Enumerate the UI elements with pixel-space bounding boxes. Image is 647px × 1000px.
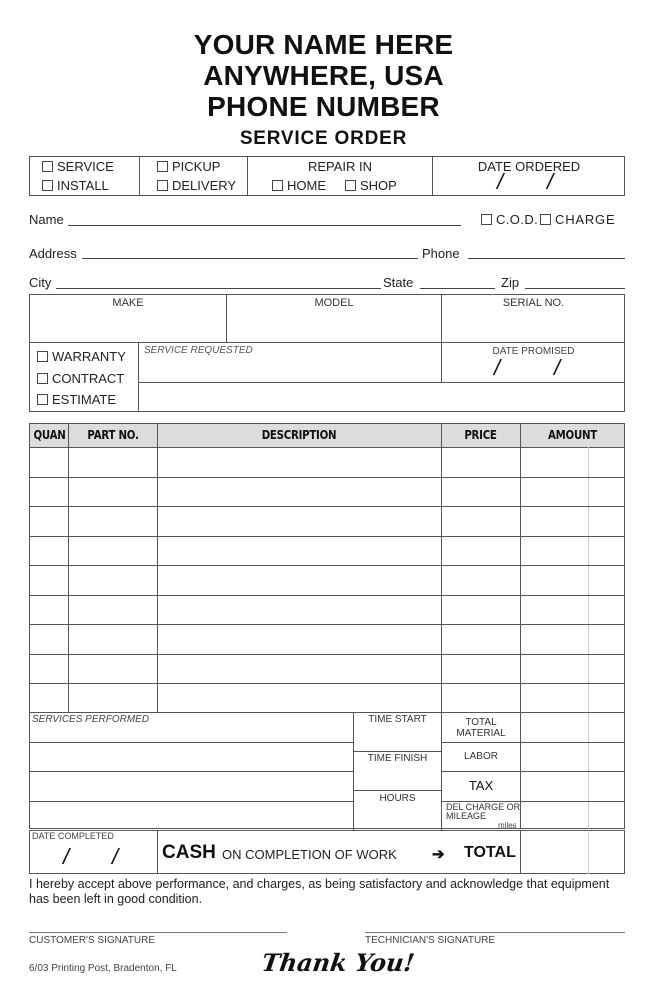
checkbox-icon[interactable]	[345, 180, 356, 191]
technician-signature-label: TECHNICIAN'S SIGNATURE	[365, 935, 496, 946]
table-row[interactable]	[30, 655, 624, 683]
table-row[interactable]	[30, 566, 624, 595]
hours-field[interactable]	[354, 805, 441, 830]
checkbox-icon[interactable]	[540, 214, 551, 225]
time-finish-field[interactable]	[354, 765, 441, 790]
date-completed-label: DATE COMPLETED	[32, 831, 114, 841]
thank-you-script: Thank You!	[259, 948, 417, 977]
services-performed-label: SERVICES PERFORMED	[32, 714, 150, 725]
serial-label: SERIAL NO.	[502, 297, 565, 309]
address-input[interactable]	[82, 258, 418, 259]
labor-label: LABOR	[464, 751, 498, 762]
table-row[interactable]	[30, 478, 624, 506]
checkbox-shop[interactable]: SHOP	[345, 178, 397, 193]
checkbox-home[interactable]: HOME	[272, 178, 326, 193]
time-finish-label: TIME FINISH	[367, 753, 428, 764]
column-header-amount: AMOUNT	[548, 428, 597, 442]
cash-label: CASH	[162, 842, 216, 863]
checkbox-icon[interactable]	[157, 180, 168, 191]
checkbox-icon[interactable]	[37, 373, 48, 384]
tax-amount[interactable]	[521, 772, 625, 801]
checkbox-icon[interactable]	[157, 161, 168, 172]
checkbox-pickup[interactable]: PICKUP	[157, 159, 220, 174]
time-start-label: TIME START	[368, 714, 427, 725]
checkbox-service[interactable]: SERVICE	[42, 159, 114, 174]
hours-label: HOURS	[379, 793, 416, 804]
make-field[interactable]	[30, 310, 226, 342]
model-label: MODEL	[314, 297, 354, 309]
address-label: Address	[29, 246, 77, 261]
checkbox-delivery[interactable]: DELIVERY	[157, 178, 236, 193]
customer-signature-line[interactable]	[29, 932, 287, 933]
table-row[interactable]	[30, 537, 624, 565]
services-performed-field[interactable]	[30, 713, 353, 830]
table-row[interactable]	[30, 507, 624, 536]
miles-unit: miles	[498, 821, 517, 830]
table-row[interactable]	[30, 448, 624, 477]
name-label: Name	[29, 212, 64, 227]
business-name: YOUR NAME HERE	[193, 29, 454, 60]
date-separator: /	[554, 355, 561, 380]
state-label: State	[383, 275, 414, 290]
phone-label: Phone	[422, 246, 460, 261]
name-input[interactable]	[68, 225, 461, 226]
total-material-amount[interactable]	[521, 713, 625, 742]
checkbox-icon[interactable]	[481, 214, 492, 225]
city-label: City	[29, 275, 52, 290]
checkbox-icon[interactable]	[37, 351, 48, 362]
acceptance-statement: I hereby accept above performance, and charges, as being satisfactory and acknowledge that equipment has been left in good condition.	[29, 877, 610, 906]
city-input[interactable]	[56, 288, 381, 289]
date-separator: /	[494, 355, 501, 380]
checkbox-icon[interactable]	[42, 180, 53, 191]
printer-credit: 6/03 Printing Post, Bradenton, FL	[29, 963, 177, 974]
checkbox-charge[interactable]: CHARGE	[540, 212, 615, 227]
table-row[interactable]	[30, 684, 624, 712]
checkbox-icon[interactable]	[37, 394, 48, 405]
total-material-label: TOTAL MATERIAL	[456, 717, 506, 739]
labor-amount[interactable]	[521, 743, 625, 771]
make-label: MAKE	[112, 297, 144, 309]
total-amount[interactable]	[521, 831, 625, 874]
technician-signature-line[interactable]	[365, 932, 625, 933]
column-header-quan: QUAN	[33, 428, 66, 442]
tax-label: TAX	[468, 778, 494, 793]
date-promised-label: DATE PROMISED	[492, 346, 575, 357]
repair-in-label: REPAIR IN	[307, 159, 373, 174]
checkbox-icon[interactable]	[272, 180, 283, 191]
date-completed-field[interactable]	[30, 842, 157, 874]
model-field[interactable]	[227, 310, 441, 342]
column-header-description: DESCRIPTION	[261, 428, 337, 442]
date-separator: /	[547, 169, 554, 194]
zip-input[interactable]	[525, 288, 625, 289]
total-label: TOTAL	[464, 844, 516, 861]
table-row[interactable]	[30, 625, 624, 654]
del-charge-amount[interactable]	[521, 802, 625, 830]
checkbox-contract[interactable]: CONTRACT	[37, 371, 124, 386]
zip-label: Zip	[501, 275, 520, 290]
column-header-part-no: PART NO.	[87, 428, 139, 442]
table-row[interactable]	[30, 596, 624, 624]
checkbox-cod[interactable]: C.O.D.	[481, 212, 538, 227]
date-promised-field[interactable]	[442, 357, 625, 382]
form-title: SERVICE ORDER	[239, 128, 408, 149]
date-ordered-field[interactable]	[433, 169, 625, 196]
customer-signature-label: CUSTOMER'S SIGNATURE	[29, 935, 155, 946]
del-charge-label: DEL CHARGE OR MILEAGE	[446, 802, 521, 821]
date-separator: /	[112, 844, 119, 869]
serial-field[interactable]	[442, 310, 625, 342]
service-requested-label: SERVICE REQUESTED	[144, 345, 253, 356]
checkbox-icon[interactable]	[42, 161, 53, 172]
date-separator: /	[497, 169, 504, 194]
column-header-price: PRICE	[464, 428, 497, 442]
date-ordered-label: DATE ORDERED	[477, 159, 581, 174]
time-start-field[interactable]	[354, 726, 441, 751]
on-completion-label: ON COMPLETION OF WORK	[222, 847, 397, 862]
checkbox-estimate[interactable]: ESTIMATE	[37, 392, 116, 407]
checkbox-install[interactable]: INSTALL	[42, 178, 109, 193]
phone-input[interactable]	[468, 258, 625, 259]
date-separator: /	[63, 844, 70, 869]
service-requested-field[interactable]	[139, 343, 441, 412]
business-phone: PHONE NUMBER	[207, 91, 440, 122]
state-input[interactable]	[420, 288, 495, 289]
arrow-right-icon: ➔	[432, 846, 445, 863]
checkbox-warranty[interactable]: WARRANTY	[37, 349, 126, 364]
business-location: ANYWHERE, USA	[203, 60, 444, 91]
